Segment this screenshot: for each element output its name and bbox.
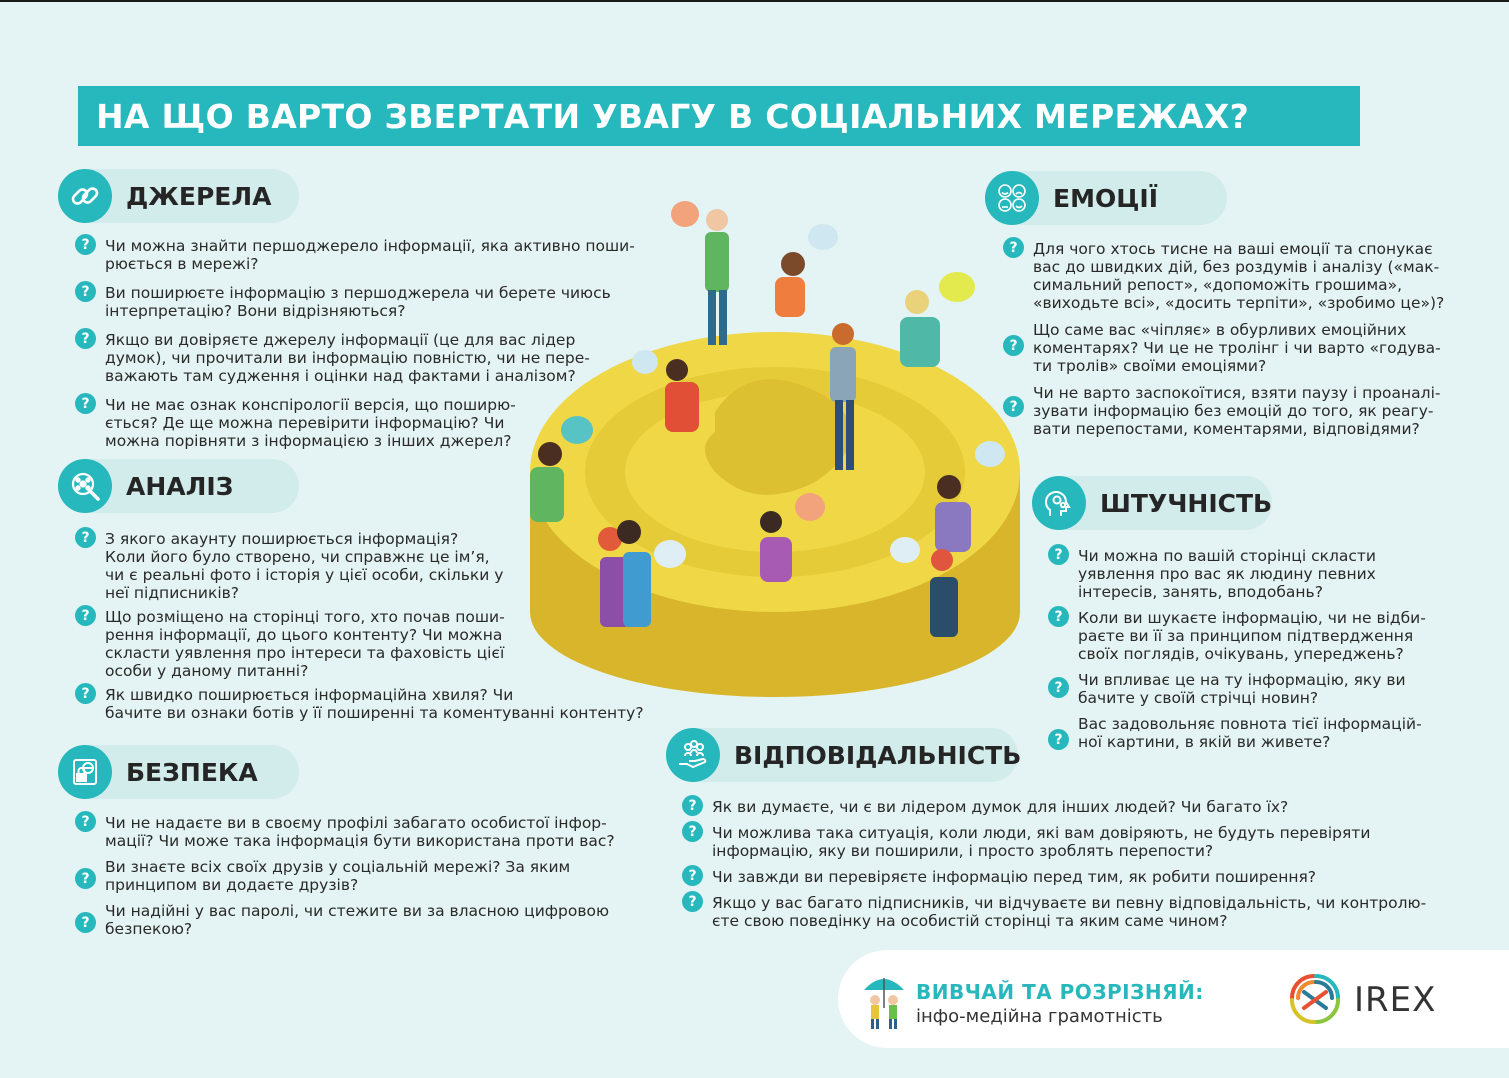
- question-mark-icon: ?: [75, 393, 96, 414]
- question-item: ? Як швидко поширюється інформаційна хвиля? Чи бачите ви ознаки ботів у її поширенні та коментуванні контенту?: [75, 686, 675, 722]
- question-item: ? Чи не надаєте ви в своєму профілі забагато особистої інфор- мації? Чи може така інформація бути використана проти вас?: [75, 814, 675, 850]
- footer-campaign-title: ВИВЧАЙ ТА РОЗРІЗНЯЙ:: [916, 980, 1204, 1004]
- kids-umbrella-logo: [858, 968, 910, 1034]
- question-mark-icon: ?: [75, 281, 96, 302]
- question-mark-icon: ?: [75, 683, 96, 704]
- question-mark-icon: ?: [1048, 729, 1069, 750]
- section-header-analysis: [58, 459, 299, 513]
- section-title-responsibility: ВІДПОВІДАЛЬНІСТЬ: [734, 740, 1022, 770]
- section-title-security: БЕЗПЕКА: [126, 757, 258, 787]
- questions-emotions: [1003, 240, 1473, 445]
- question-mark-icon: ?: [1003, 335, 1024, 356]
- question-item: ? Що саме вас «чіпляє» в обурливих емоційних коментарях? Чи це не тролінг і чи варто «годува- ти тролів» своїми емоціями?: [1003, 321, 1473, 375]
- magnifier-network-icon: [58, 459, 112, 513]
- section-title-artificiality: ШТУЧНІСТЬ: [1100, 488, 1273, 518]
- page-title: НА ЩО ВАРТО ЗВЕРТАТИ УВАГУ В СОЦІАЛЬНИХ МЕРЕЖАХ?: [96, 96, 1250, 136]
- question-mark-icon: ?: [1048, 677, 1069, 698]
- question-mark-icon: ?: [75, 868, 96, 889]
- question-item: ? Якщо у вас багато підписників, чи відчуваєте ви певну відповідальність, чи контролю- єте свою поведінку на особистій сторінці та яким саме чином?: [682, 894, 1472, 930]
- question-item: ? Для чого хтось тисне на ваші емоції та спонукає вас до швидких дій, без роздумів і аналізу («мак- симальний репост», «допоможіть грошима», «виходьте всі», «досить терпіти», «зробимо це»)?: [1003, 240, 1473, 312]
- question-mark-icon: ?: [682, 795, 703, 816]
- section-header-responsibility: [666, 728, 1022, 782]
- section-header-artificiality: [1032, 476, 1272, 530]
- question-item: ? Чи надійні у вас паролі, чи стежите ви за власною цифровою безпекою?: [75, 902, 675, 938]
- section-header-sources: [58, 169, 299, 223]
- question-mark-icon: ?: [682, 821, 703, 842]
- question-mark-icon: ?: [75, 605, 96, 626]
- link-icon: [58, 169, 112, 223]
- question-mark-icon: ?: [1003, 237, 1024, 258]
- question-item: ? Чи не варто заспокоїтися, взяти паузу і проаналі- зувати інформацію без емоцій до того, як реагу- вати перепостами, коментарями, відповідями?: [1003, 384, 1473, 438]
- question-mark-icon: ?: [1048, 544, 1069, 565]
- question-mark-icon: ?: [75, 811, 96, 832]
- question-item: ? Якщо ви довіряєте джерелу інформації (це для вас лідер думок), чи прочитали ви інформацію повністю, чи не пере- важають там судження і оцінки над фактами і аналізом?: [75, 331, 675, 385]
- people-on-coin-illustration: [505, 182, 1025, 712]
- section-title-analysis: АНАЛІЗ: [126, 471, 234, 501]
- question-item: ? Чи впливає це на ту інформацію, яку ви бачите у своїй стрічці новин?: [1048, 671, 1478, 707]
- question-item: ? Чи завжди ви перевіряєте інформацію перед тим, як робити поширення?: [682, 868, 1472, 886]
- question-mark-icon: ?: [75, 527, 96, 548]
- footer-campaign-subtitle: інфо-медійна грамотність: [916, 1006, 1163, 1027]
- question-mark-icon: ?: [75, 234, 96, 255]
- lock-globe-icon: [58, 745, 112, 799]
- questions-artificiality: [1048, 547, 1478, 758]
- question-mark-icon: ?: [682, 891, 703, 912]
- question-mark-icon: ?: [75, 912, 96, 933]
- questions-security: [75, 814, 675, 945]
- irex-logo-icon: [1284, 968, 1346, 1030]
- question-mark-icon: ?: [75, 328, 96, 349]
- head-gears-icon: [1032, 476, 1086, 530]
- irex-brand-text: IREX: [1354, 980, 1437, 1020]
- question-item: ? Що розміщено на сторінці того, хто почав поши- рення інформації, до цього контенту? Чи можна скласти уявлення про інтереси та фаховість цієї особи у даному питанні?: [75, 608, 675, 680]
- question-item: ? Чи можлива така ситуація, коли люди, які вам довіряють, не будуть перевіряти інформацію, яку ви поширили, і просто зроблять перепости?: [682, 824, 1472, 860]
- questions-responsibility: [682, 798, 1472, 937]
- section-title-sources: ДЖЕРЕЛА: [126, 181, 272, 211]
- question-item: ? Вас задовольняє повнота тієї інформацій- ної картини, в якій ви живете?: [1048, 715, 1478, 751]
- question-item: ? Як ви думаєте, чи є ви лідером думок для інших людей? Чи багато їх?: [682, 798, 1472, 816]
- question-item: ? Коли ви шукаєте інформацію, чи не відби- раєте ви її за принципом підтвердження своїх поглядів, очікувань, упереджень?: [1048, 609, 1478, 663]
- question-item: ? З якого акаунту поширюється інформація? Коли його було створено, чи справжнє це ім’я, чи є реальні фото і історія у цієї особи, скільки у неї підписників?: [75, 530, 675, 602]
- footer-panel: [838, 950, 1509, 1048]
- question-mark-icon: ?: [1048, 606, 1069, 627]
- question-item: ? Ви знаєте всіх своїх друзів у соціальній мережі? За яким принципом ви додаєте друзів?: [75, 858, 675, 894]
- section-title-emotions: ЕМОЦІЇ: [1053, 183, 1159, 213]
- question-item: ? Чи не має ознак конспірології версія, що поширю- ється? Де ще можна перевірити інформацію? Чи можна порівняти з інформацією з інших джерел?: [75, 396, 675, 450]
- question-mark-icon: ?: [682, 865, 703, 886]
- question-item: ? Чи можна по вашій сторінці скласти уявлення про вас як людину певних інтересів, занять, вподобань?: [1048, 547, 1478, 601]
- hand-people-icon: [666, 728, 720, 782]
- question-item: ? Чи можна знайти першоджерело інформації, яка активно поши- рюється в мережі?: [75, 237, 675, 273]
- section-header-security: [58, 745, 299, 799]
- question-item: ? Ви поширюєте інформацію з першоджерела чи берете чиюсь інтерпретацію? Вони відрізняються?: [75, 284, 675, 320]
- title-banner: [78, 86, 1360, 146]
- question-mark-icon: ?: [1003, 396, 1024, 417]
